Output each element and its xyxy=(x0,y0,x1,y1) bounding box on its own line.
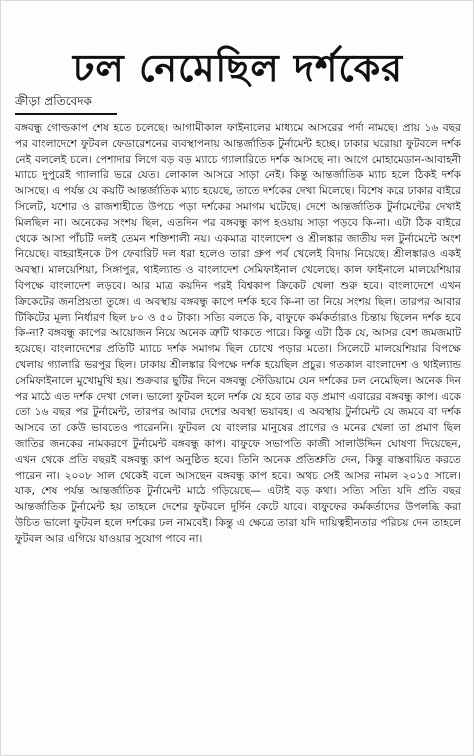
article-body xyxy=(15,121,461,747)
byline: ক্রীড়া প্রতিবেদক xyxy=(15,94,92,108)
headline: ঢল নেমেছিল দর্শকের xyxy=(72,46,404,91)
article-paragraph: বঙ্গবন্ধু গোল্ডকাপ শেষ হতে চলেছে। আগামীকাল ফাইনালের মাধ্যমে আসরের পর্দা নামছে। প্রায় ১৬ বছর পর বাংলাদেশে ফুটবল ফেডারেশনের ব্যবস্থাপনায় আন্তর্জাতিক টুর্নামেন্ট হচ্ছে। ঢাকার ঘরোয়া ফুটবলে দর্শক নেই বললেই চলে। পেশাদার লিগে বড় বড় ম্যাচে গ্যালারিতে দর্শক আসছে না। আগে মোহামেডান-আবাহনী ম্যাচে দুপুরেই গ্যালারি ভরে যেত। লোকাল আসরে সাড়া নেই। কিন্তু আন্তর্জাতিক ম্যাচ হলে ঠিকই দর্শক আসছে। এ পর্যন্ত যে কয়টি আন্তর্জাতিক ম্যাচ হয়েছে, তাতে দর্শকের দেখা মিলেছে। বিশেষ করে ঢাকার বাইরে সিলেট, যশোর ও রাজশাহীতে উপচে পড়া দর্শকের সমাগম ঘটেছে। দেশে আন্তর্জাতিক টুর্নামেন্টের দেখাই মিলছিল না। অনেকের সংশয় ছিল, এতদিন পর বঙ্গবন্ধু কাপ হওয়ায় সাড়া পড়বে কি-না। এটা ঠিক বাইরে থেকে আসা পাঁচটি দলই তেমন শক্তিশালী নয়। একমাত্র বাংলাদেশ ও শ্রীলঙ্কার জাতীয় দল টুর্নামেন্টে অংশ নিয়েছে। বাহরাইনকে টপ ফেবারিট দল ধরা হলেও তারা গ্রুপ পর্ব খেলেই বিদায় নিয়েছে। শ্রীলঙ্কারও একই অবস্থা। মালয়েশিয়া, সিঙ্গাপুর, থাইল্যান্ড ও বাংলাদেশ সেমিফাইনাল খেলেছে। কাল ফাইনালে মালয়েশিয়ার বিপক্ষে বাংলাদেশ লড়বে। আর মাত্র কয়দিন পরই বিশ্বকাপ ক্রিকেট খেলা শুরু হবে। বাংলাদেশে এখন ক্রিকেটের জনপ্রিয়তা তুঙ্গে। এ অবস্থায় বঙ্গবন্ধু কাপে দর্শক হবে কি-না তা নিয়ে সংশয় ছিল। তারপর আবার টিকিটের মূল্য নির্ধারণ ছিল ৮০ ও ৫০ টাকা। সত্যি বলতে কি, বাফুফে কর্মকর্তারাও চিন্তায় ছিলেন দর্শক হবে কি-না? বঙ্গবন্ধু কাপের আয়োজন নিয়ে অনেক ত্রুটি থাকতে পারে। কিন্তু এটা ঠিক যে, আসর বেশ জমজমাট হয়েছে। বাংলাদেশের প্রতিটি ম্যাচে দর্শক সমাগম ছিল চোখে পড়ার মতো। সিলেটে মালয়েশিয়ার বিপক্ষে খেলায় গ্যালারি ভরপুর ছিল। ঢাকায় শ্রীলঙ্কার বিপক্ষে দর্শক হয়েছিল প্রচুর। গতকাল বাংলাদেশ ও থাইল্যান্ড সেমিফাইনালে মুখোমুখি হয়। শুক্রবার ছুটির দিনে বঙ্গবন্ধু স্টেডিয়ামে যেন দর্শকের ঢল নেমেছিল। অনেক দিন পর মাঠে এত দর্শক দেখা গেল। ভালো ফুটবল হলে দর্শক যে হবে তার বড় প্রমাণ এবারের বঙ্গবন্ধু কাপ। একে তো ১৬ বছর পর টুর্নামেন্ট, তারপর আবার দেশের অবস্থা ভয়াবহ। এ অবস্থায় টুর্নামেন্ট যে জমবে বা দর্শক আসবে তা কেউ ভাবতেও পারেননি। ফুটবল যে বাংলার মানুষের প্রাণের ও মনের খেলা তা প্রমাণ ছিল জাতির জনকের নামকরণে টুর্নামেন্ট বঙ্গবন্ধু কাপ। বাফুফে সভাপতি কাজী সালাউদ্দিন ঘোষণা দিয়েছেন, এখন থেকে প্রতি বছরই বঙ্গবন্ধু কাপ অনুষ্ঠিত হবে। তিনি অনেক প্রতিশ্রুতি দেন, কিন্তু বাস্তবায়িত করতে পারেন না। ২০০৮ সাল থেকেই বলে আসছেন বঙ্গবন্ধু কাপ হবে। অথচ সেই আসর নামল ২০১৫ সালে। যাক, শেষ পর্যন্ত আন্তর্জাতিক টুর্নামেন্ট মাঠে গড়িয়েছে— এটাই বড় কথা। সত্যি সত্যি যদি প্রতি বছর আন্তর্জাতিক টুর্নামেন্ট হয় তাহলে দেশের ফুটবলে দুর্দিন কেটে যাবে। বাফুফের কর্মকর্তাদের উপলব্ধি করা উচিত ভালো ফুটবল হলে দর্শকের ঢল নামবেই। কিন্তু এ ক্ষেত্রে তারা যদি দায়িত্বহীনতার পরিচয় দেন তাহলে ফুটবল আর এগিয়ে যাওয়ার সুযোগ পাবে না। xyxy=(15,122,461,545)
byline-underline xyxy=(15,113,117,115)
